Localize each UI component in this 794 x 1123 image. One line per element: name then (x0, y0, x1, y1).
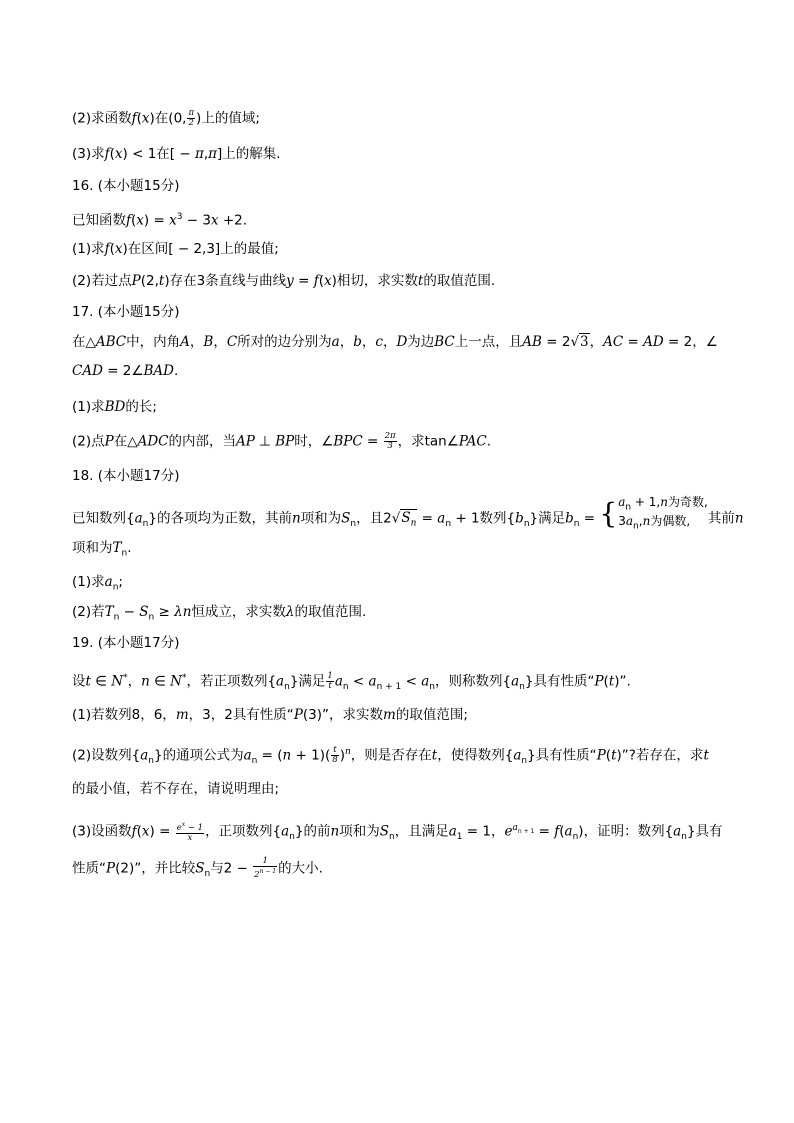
q15-part3: (3)求f(x) < 1在[ − π,π]上的解集. (72, 146, 281, 162)
q16-header: 16. (本小题15分) (72, 178, 180, 194)
q19-part2-line2: 的最小值，若不存在，请说明理由; (72, 781, 280, 797)
q19-part2-line1: (2)设数列$\{a_n\}$的通项公式为$a_n = (n + 1)$( $\frac{t}{8}$ )$^n$，则是否存在t，使得数列$\{a_n\}$具有性质“P(t)”?若存在，求t (72, 745, 709, 767)
q17-header: 17. (本小题15分) (72, 304, 180, 320)
q18-stem-line2: 项和为$T_n$. (72, 540, 132, 559)
q19-part3-line2: 性质“P(2)”，并比较$S_n$与2 − $\frac{1}{2^{n - 1}}$ 的大小. (72, 856, 323, 880)
q17-part1: (1)求BD的长; (72, 399, 157, 415)
q19-header: 19. (本小题17分) (72, 635, 180, 651)
q17-stem-line1: 在△ABC中，内角A，B，C所对的边分别为a，b，c，D为边BC上一点，且AB = 2√3，AC = AD = 2，∠ (72, 334, 718, 350)
q19-part3-line1: (3)设函数f(x) = $\frac{e^x - 1}{x}$ ，正项数列$\{a_n\}$的前n项和为$S_n$，且满足$a_1 = 1$，$e^{a_{n + 1}} = f(a_n)$，证明：数列$\{a_n\}$具有 (72, 821, 723, 843)
q15-part2: (2)求函数f(x)在(0, $\frac{\pi}{2}$ )上的值域; (72, 108, 260, 128)
q19-part1: (1)若数列8，6，m，3，2具有性质“P(3)”，求实数m的取值范围; (72, 707, 468, 723)
piecewise-brace: { $a_n + 1,n$为奇数, $3a_n,n$为偶数, (599, 495, 708, 532)
q16-part2: (2)若过点P(2,t)存在3条直线与曲线y = f(x)相切，求实数t的取值范围. (72, 273, 496, 289)
q16-stem: 已知函数$f(x) = x^3 - 3x +2$. (72, 212, 248, 229)
q16-part1: (1)求f(x)在区间[ − 2,3]上的最值; (72, 241, 279, 257)
q18-header: 18. (本小题17分) (72, 468, 180, 484)
q17-part2: (2)点P在△ADC的内部，当AP ⊥ BP时，∠BPC = $\frac{2\pi}{3}$ ，求tan∠PAC. (72, 431, 492, 451)
q18-part2: (2)若$T_n - S_n \ge \lambda n$恒成立，求实数λ的取值范围. (72, 604, 367, 623)
q18-part1: (1)求$a_n$; (72, 574, 123, 593)
q18-stem-line1: 已知数列$\{a_n\}$的各项均为正数，其前n项和为$S_n$，且$2√S_n = a_n + 1$数列$\{b_n\}$满足$b_n$ = { $a_n + 1,n$为奇数, $3a_n,n$为偶数, 其前n (72, 495, 744, 532)
q17-stem-line2: CAD = 2∠BAD. (72, 363, 179, 379)
q19-stem: 设t ∈ N*，n ∈ N*，若正项数列$\{a_n\}$满足 $\frac{1}{t}$ $a_n < a_{n + 1} < a_n$，则称数列$\{a_n\}$具有性质“P(t)”. (72, 671, 631, 693)
